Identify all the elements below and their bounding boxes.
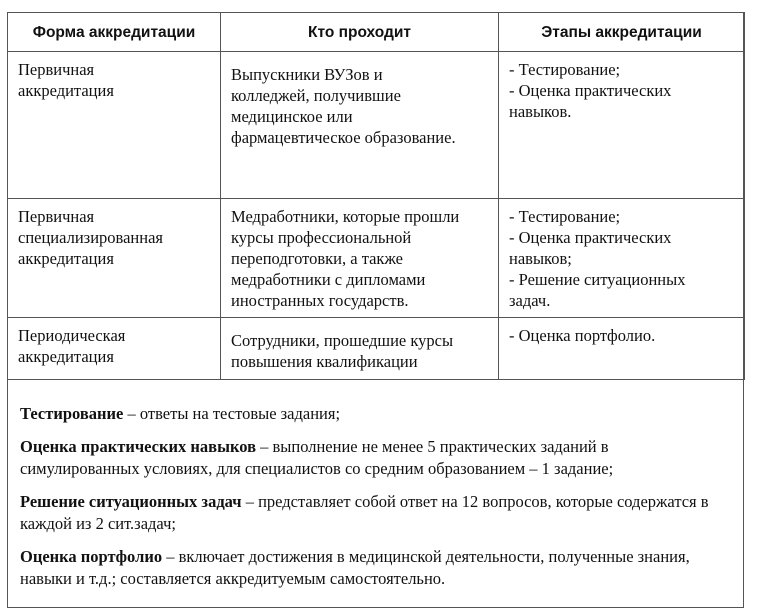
definition-text: – ответы на тестовые задания; (123, 404, 341, 423)
text-line: аккредитация (18, 249, 114, 268)
cell-form (8, 199, 221, 318)
definition-practical-skills (20, 436, 732, 480)
header-form: Форма аккредитации (8, 13, 221, 52)
table-row (8, 199, 745, 318)
table-header-row (8, 13, 745, 52)
text-line: - Тестирование; (509, 60, 621, 79)
text-line: Периодическая (18, 326, 126, 345)
cell-who (221, 199, 499, 318)
text-line: переподготовки, а также (231, 249, 403, 268)
text-line: медработники с дипломами (231, 270, 426, 289)
text-line: - Оценка портфолио. (509, 326, 656, 345)
text-line: навыков; (509, 249, 572, 268)
definition-term: Оценка портфолио (20, 547, 163, 566)
definition-testing (20, 403, 732, 425)
text-line: специализированная (18, 228, 163, 247)
definition-term: Тестирование (20, 404, 124, 423)
definition-text: – выполнение не менее 5 практических заданий в симулированных условиях, для специалистов со средним образованием – 1 задание; (20, 437, 614, 478)
cell-form (8, 52, 221, 199)
header-stages: Этапы аккредитации (499, 13, 745, 52)
definition-situational-tasks (20, 491, 732, 535)
table-row (8, 318, 745, 380)
cell-stages (499, 318, 745, 380)
definition-term: Оценка практических навыков (20, 437, 256, 456)
text-line: аккредитация (18, 81, 114, 100)
text-line: иностранных государств. (231, 291, 409, 310)
table-row (8, 52, 745, 199)
text-line: Первичная (18, 60, 95, 79)
cell-who (221, 52, 499, 199)
text-line: - Решение ситуационных (509, 270, 686, 289)
definition-text: – включает достижения в медицинской деятельности, полученные знания, навыки и т.д.; составляется аккредитуемым самостоятельно. (20, 547, 690, 588)
definition-portfolio (20, 546, 732, 590)
text-line: аккредитация (18, 347, 114, 366)
text-line: - Оценка практических (509, 81, 672, 100)
definitions-section (20, 403, 732, 601)
text-line: задач. (509, 291, 551, 310)
text-line: колледжей, получившие (231, 86, 401, 105)
text-line: повышения квалификации (231, 352, 418, 371)
text-line: фармацевтическое образование. (231, 128, 456, 147)
text-line: курсы профессиональной (231, 228, 412, 247)
text-line: медицинское или (231, 107, 353, 126)
accreditation-table (7, 12, 745, 380)
cell-form (8, 318, 221, 380)
text-line: Медработники, которые прошли (231, 207, 460, 226)
cell-who (221, 318, 499, 380)
text-line: навыков. (509, 102, 572, 121)
cell-stages (499, 199, 745, 318)
text-line: Первичная (18, 207, 95, 226)
cell-stages (499, 52, 745, 199)
definition-term: Решение ситуационных задач (20, 492, 242, 511)
header-who: Кто проходит (221, 13, 499, 52)
text-line: Выпускники ВУЗов и (231, 65, 383, 84)
text-line: Сотрудники, прошедшие курсы (231, 331, 454, 350)
text-line: - Оценка практических (509, 228, 672, 247)
definition-text: – представляет собой ответ на 12 вопросов, которые содержатся в каждой из 2 сит.задач; (20, 492, 709, 533)
text-line: - Тестирование; (509, 207, 621, 226)
